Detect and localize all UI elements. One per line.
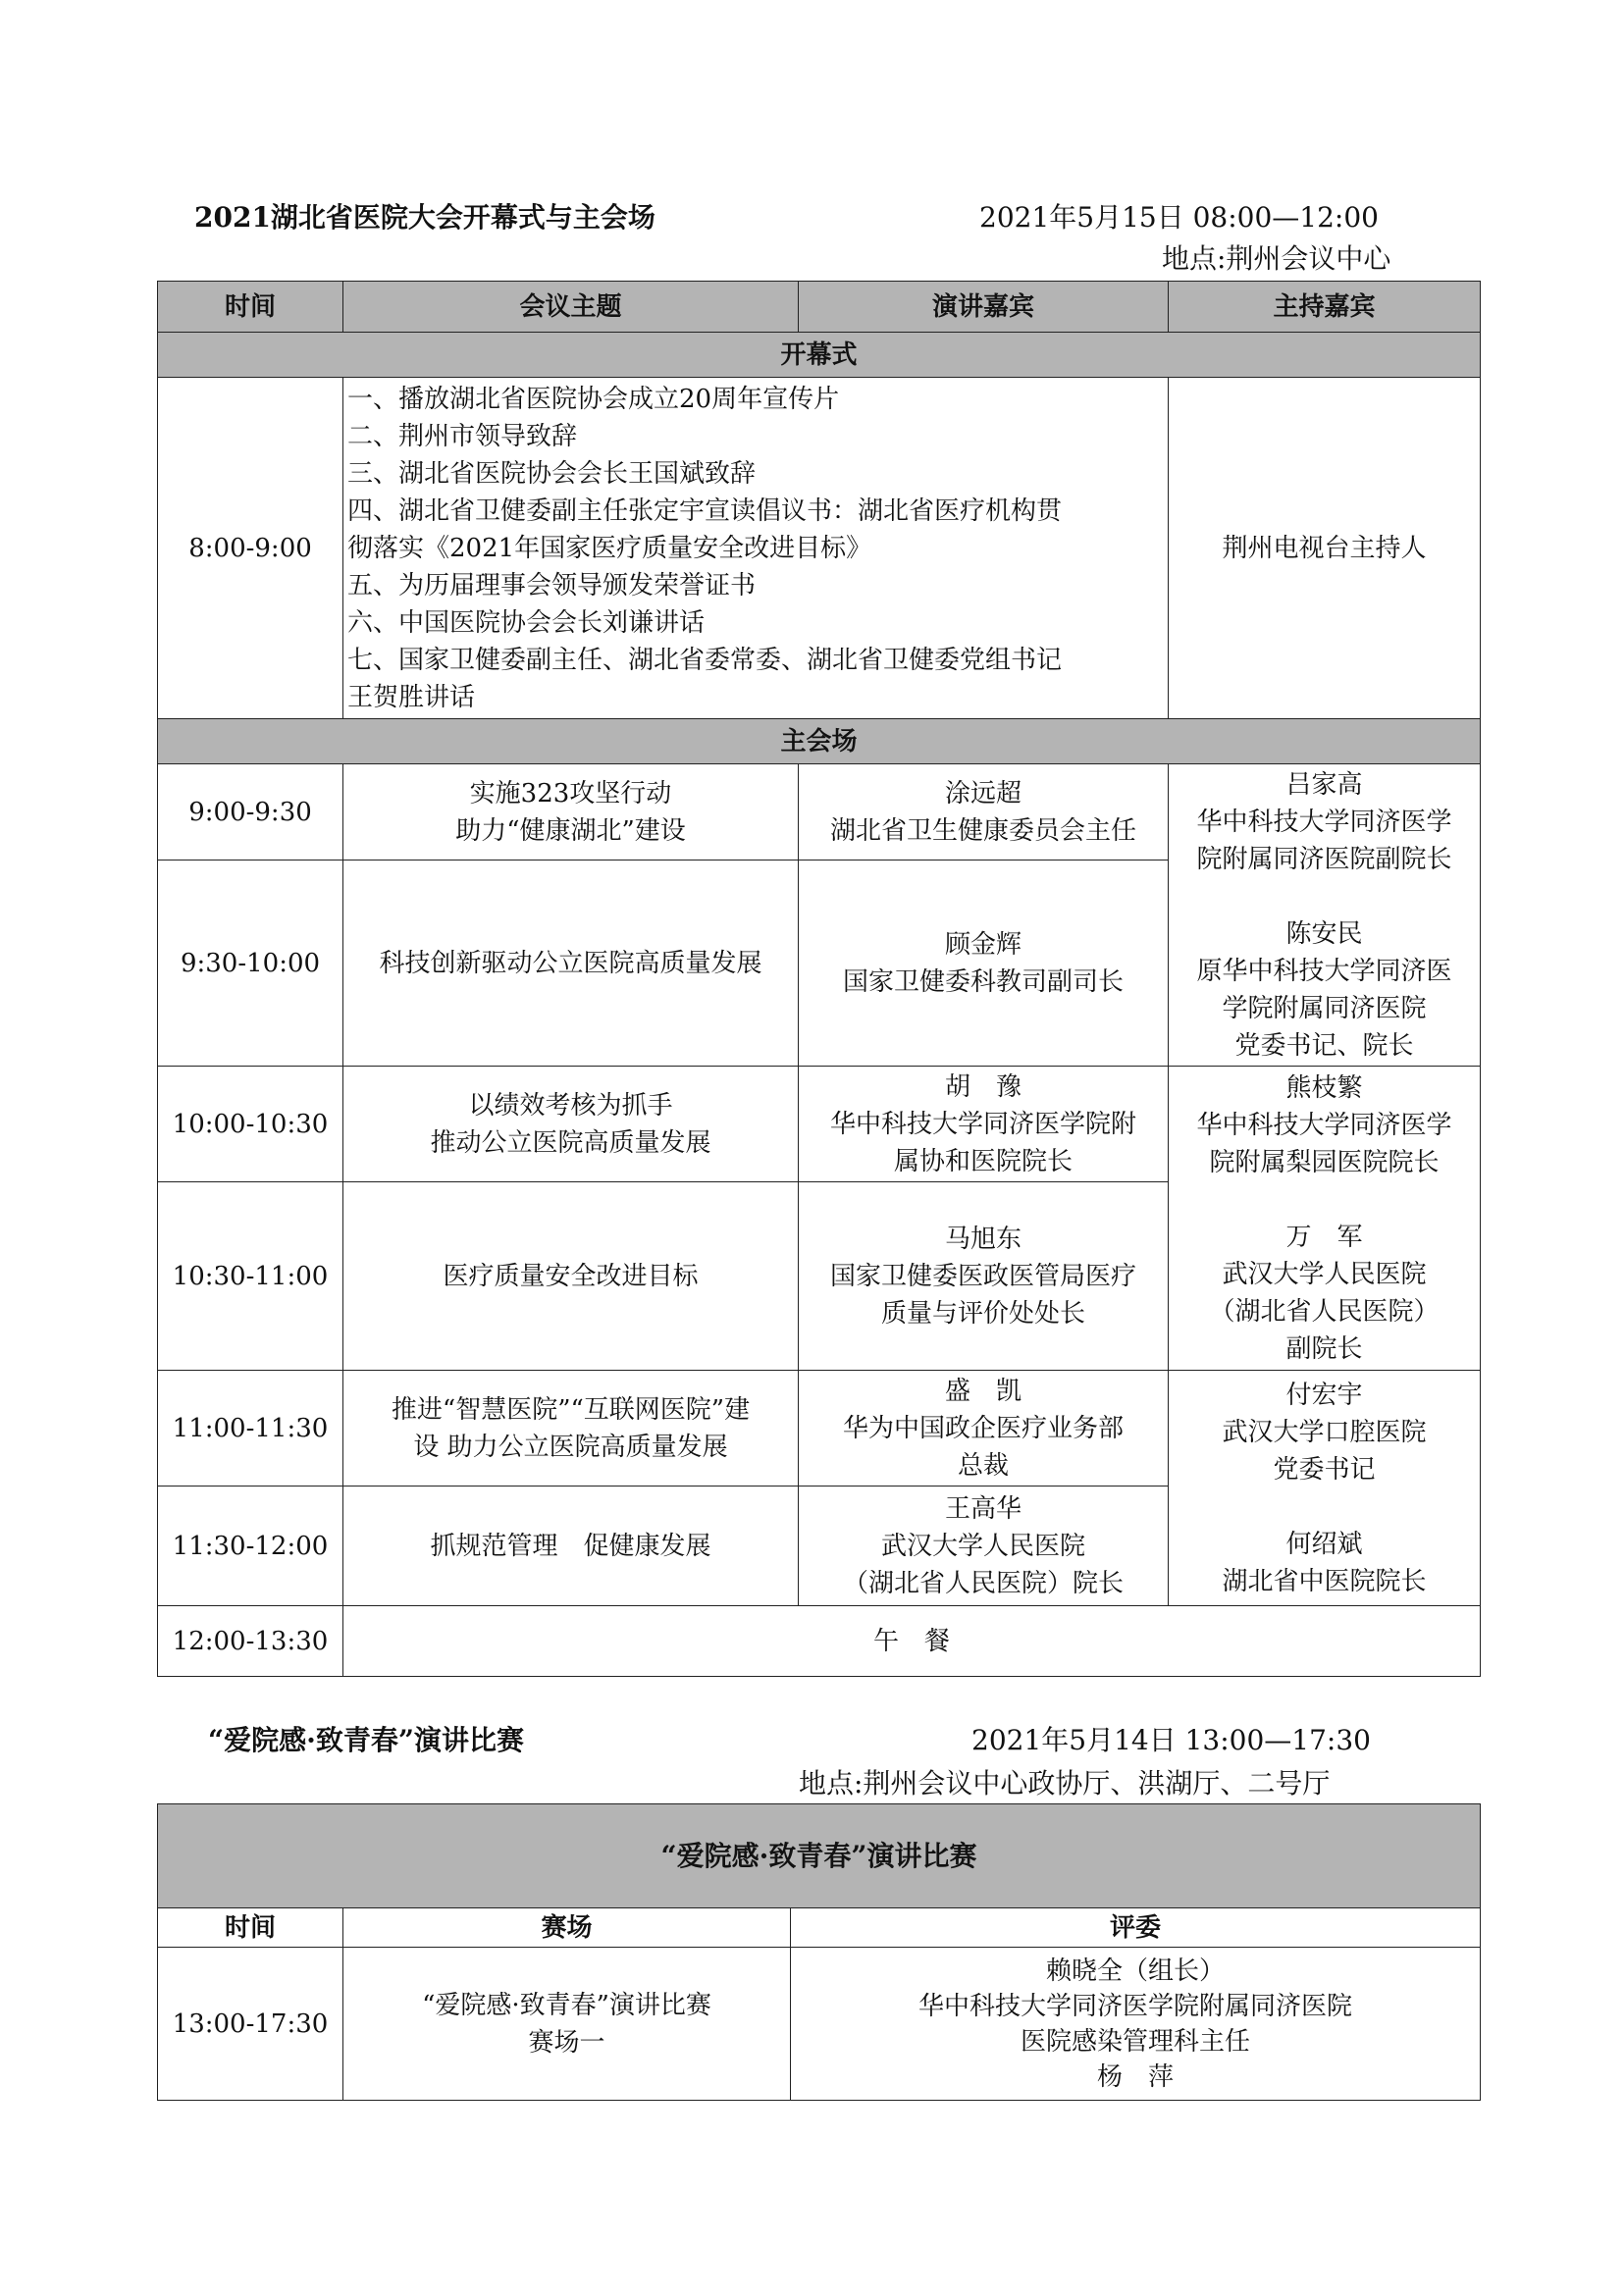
- speaker-name: 王高华: [944, 1493, 1022, 1524]
- session-time: 9:30-10:00: [158, 861, 343, 1067]
- host-title: 湖北省中医院院长: [1222, 1566, 1427, 1596]
- main-section-label: 主会场: [158, 719, 1481, 764]
- host-title: （湖北省人民医院）: [1209, 1296, 1440, 1327]
- contest-banner: “爱院感·致青春”演讲比赛: [158, 1804, 1481, 1908]
- session-speaker: [799, 1371, 1169, 1487]
- host-name: 付宏宇: [1285, 1380, 1363, 1410]
- header-topic: 会议主题: [343, 282, 799, 333]
- speaker-name: 盛 凯: [944, 1376, 1022, 1406]
- speaker-title: 国家卫健委科教司副司长: [842, 966, 1124, 997]
- agenda-item: 四、湖北省卫健委副主任张定宇宣读倡议书：湖北省医疗机构贯: [347, 496, 1063, 526]
- opening-agenda: [343, 378, 1169, 719]
- session-time: 11:30-12:00: [158, 1487, 343, 1606]
- agenda-item: 三、湖北省医院协会会长王国斌致辞: [347, 458, 757, 489]
- topic-line: 推进“智慧医院”“互联网医院”建: [391, 1394, 751, 1425]
- section1-datetime: 2021年5月15日 08:00—12:00: [979, 201, 1379, 234]
- agenda-item: 六、中国医院协会会长刘谦讲话: [347, 607, 706, 638]
- host-title: 武汉大学人民医院: [1222, 1259, 1427, 1289]
- host-name: 陈安民: [1285, 918, 1363, 949]
- topic-line: 抓规范管理 促健康发展: [430, 1531, 711, 1561]
- speech-contest-table: [157, 1803, 1481, 2101]
- host-title: 学院附属同济医院: [1222, 993, 1427, 1023]
- section1-location: 地点:荆州会议中心: [1162, 242, 1391, 275]
- session-time: 11:00-11:30: [158, 1371, 343, 1487]
- opening-time: 8:00-9:00: [158, 378, 343, 719]
- host-title: 院附属梨园医院院长: [1209, 1147, 1440, 1177]
- contest-venue: [343, 1948, 791, 2101]
- topic-line: 助力“健康湖北”建设: [455, 815, 686, 846]
- section2-location: 地点:荆州会议中心政协厅、洪湖厅、二号厅: [799, 1767, 1331, 1799]
- session-speaker: [799, 1182, 1169, 1371]
- header-time: 时间: [158, 1908, 343, 1948]
- speaker-title: 属协和医院院长: [893, 1146, 1073, 1176]
- session-speaker: [799, 1067, 1169, 1182]
- opening-host: 荆州电视台主持人: [1169, 378, 1481, 719]
- header-host: 主持嘉宾: [1169, 282, 1481, 333]
- host-title: 华中科技大学同济医学: [1196, 1110, 1452, 1140]
- contest-judges: [791, 1948, 1481, 2101]
- header-speaker: 演讲嘉宾: [799, 282, 1169, 333]
- host-spacer: [1173, 1488, 1476, 1526]
- topic-line: 实施323攻坚行动: [469, 778, 672, 808]
- host-spacer: [1173, 1181, 1476, 1219]
- host-title: 华中科技大学同济医学: [1196, 807, 1452, 837]
- host-title: 副院长: [1285, 1333, 1363, 1364]
- topic-line: 推动公立医院高质量发展: [430, 1127, 711, 1158]
- speaker-title: 湖北省卫生健康委员会主任: [829, 815, 1136, 846]
- speaker-name: 马旭东: [944, 1224, 1022, 1254]
- agenda-item: 七、国家卫健委副主任、湖北省委常委、湖北省卫健委党组书记: [347, 645, 1063, 675]
- agenda-item: 二、荆州市领导致辞: [347, 421, 578, 451]
- host-title: 院附属同济医院副院长: [1196, 844, 1452, 874]
- speaker-title: 武汉大学人民医院: [880, 1531, 1085, 1561]
- session-time: 10:00-10:30: [158, 1067, 343, 1182]
- judge-line: 杨 萍: [1097, 2061, 1175, 2092]
- section2-datetime: 2021年5月14日 13:00—17:30: [971, 1724, 1371, 1756]
- venue-line: 赛场一: [528, 2027, 605, 2058]
- topic-line: 医疗质量安全改进目标: [443, 1261, 699, 1291]
- lunch-time: 12:00-13:30: [158, 1606, 343, 1677]
- session-topic: [343, 1487, 799, 1606]
- header-venue: 赛场: [343, 1908, 791, 1948]
- topic-line: 以绩效考核为抓手: [468, 1090, 673, 1121]
- judge-line: 赖晓全（组长）: [1046, 1956, 1226, 1986]
- host-name: 吕家高: [1285, 769, 1363, 800]
- speaker-title: 华中科技大学同济医学院附: [829, 1109, 1136, 1139]
- agenda-item: 彻落实《2021年国家医疗质量安全改进目标》: [347, 533, 872, 563]
- lunch-label: 午 餐: [343, 1606, 1481, 1677]
- section1-title: 2021湖北省医院大会开幕式与主会场: [194, 201, 655, 234]
- speaker-title: 质量与评价处处长: [880, 1298, 1085, 1329]
- header-judges: 评委: [791, 1908, 1481, 1948]
- agenda-item: 五、为历届理事会领导颁发荣誉证书: [347, 570, 757, 600]
- speaker-name: 顾金辉: [944, 929, 1022, 960]
- host-name: 万 军: [1285, 1222, 1363, 1252]
- host-cell: [1169, 1067, 1481, 1371]
- session-topic: [343, 861, 799, 1067]
- opening-main-schedule-table: [157, 281, 1481, 1677]
- speaker-title: （湖北省人民医院）院长: [842, 1568, 1124, 1598]
- opening-section-label: 开幕式: [158, 333, 1481, 378]
- judge-line: 医院感染管理科主任: [1021, 2026, 1251, 2057]
- session-topic: [343, 764, 799, 861]
- header-time: 时间: [158, 282, 343, 333]
- session-speaker: [799, 1487, 1169, 1606]
- contest-time: 13:00-17:30: [158, 1948, 343, 2101]
- speaker-title: 华为中国政企医疗业务部: [842, 1413, 1124, 1443]
- host-title: 原华中科技大学同济医: [1196, 956, 1452, 986]
- host-name: 何绍斌: [1285, 1529, 1363, 1559]
- judge-line: 华中科技大学同济医学院附属同济医院: [918, 1991, 1353, 2021]
- session-time: 10:30-11:00: [158, 1182, 343, 1371]
- host-title: 武汉大学口腔医院: [1222, 1417, 1427, 1447]
- section2-title: “爱院感·致青春”演讲比赛: [208, 1724, 524, 1756]
- agenda-item: 一、播放湖北省医院协会成立20周年宣传片: [347, 384, 840, 414]
- session-topic: [343, 1182, 799, 1371]
- session-time: 9:00-9:30: [158, 764, 343, 861]
- host-cell: [1169, 764, 1481, 1067]
- host-name: 熊枝繁: [1285, 1072, 1363, 1103]
- session-speaker: [799, 764, 1169, 861]
- session-topic: [343, 1067, 799, 1182]
- speaker-name: 涂远超: [944, 778, 1022, 808]
- speaker-title: 总裁: [957, 1450, 1009, 1481]
- host-cell: [1169, 1371, 1481, 1606]
- session-speaker: [799, 861, 1169, 1067]
- agenda-item: 王贺胜讲话: [347, 682, 476, 712]
- host-spacer: [1173, 878, 1476, 915]
- topic-line: 设 助力公立医院高质量发展: [413, 1432, 728, 1462]
- host-title: 党委书记: [1273, 1454, 1376, 1485]
- session-topic: [343, 1371, 799, 1487]
- speaker-title: 国家卫健委医政医管局医疗: [829, 1261, 1136, 1291]
- venue-line: “爱院感·致青春”演讲比赛: [422, 1990, 711, 2020]
- topic-line: 科技创新驱动公立医院高质量发展: [379, 948, 762, 978]
- host-title: 党委书记、院长: [1234, 1030, 1414, 1061]
- speaker-name: 胡 豫: [944, 1071, 1022, 1102]
